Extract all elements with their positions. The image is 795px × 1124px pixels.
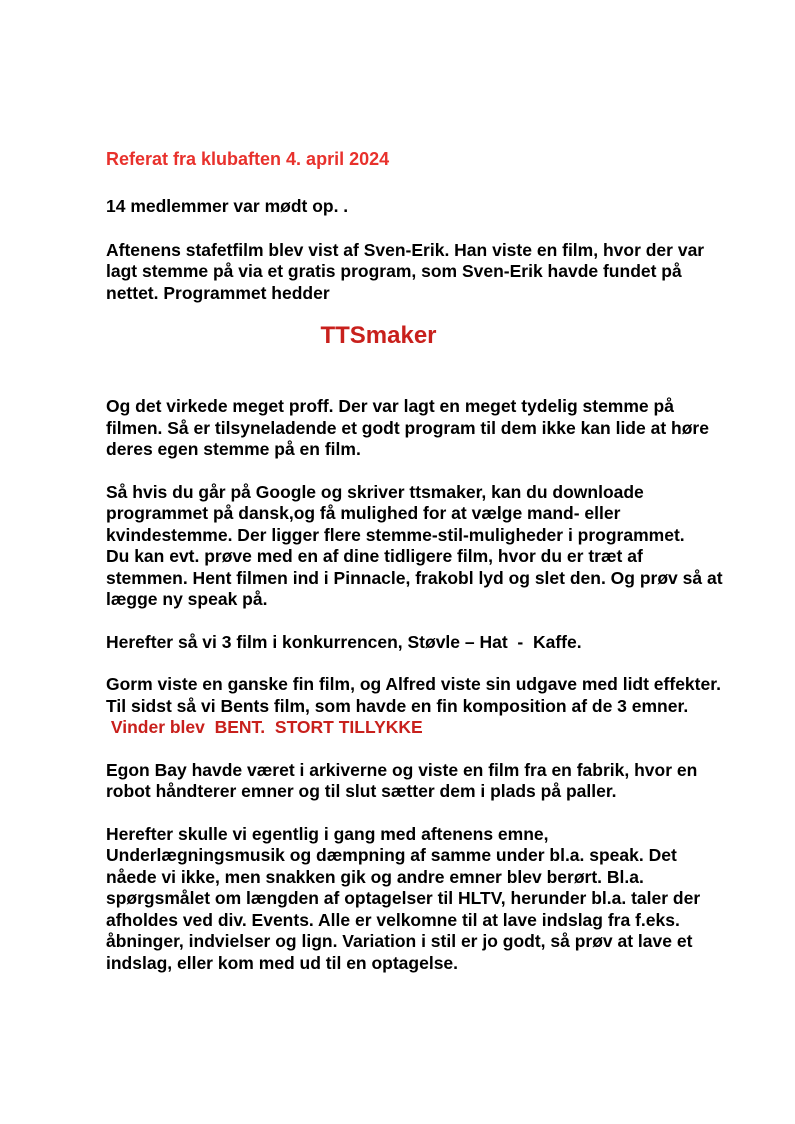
spacer: [106, 803, 746, 824]
competition-paragraph: Herefter så vi 3 film i konkurrencen, Støvle – Hat - Kaffe.: [106, 631, 582, 652]
spacer: [106, 611, 746, 632]
program-review-paragraph: Og det virkede meget proff. Der var lagt en meget tydelig stemme på filmen. Så er tilsyneladende et godt program til dem ikke kan lide at høre deres egen stemme på en film.: [106, 396, 709, 459]
stafetfilm-paragraph: Aftenens stafetfilm blev vist af Sven-Erik. Han viste en film, hvor der var lagt stemme på via et gratis program, som Sven-Erik havde fundet på nettet. Programmet hedder: [106, 239, 705, 303]
download-paragraph: Så hvis du går på Google og skriver ttsmaker, kan du downloade programmet på dansk,og få mulighed for at vælge mand- eller kvindestemme. Der ligger flere stemme-stil-muligheder i programmet.: [106, 481, 685, 545]
winner-announcement: Vinder blev BENT. STORT TILLYKKE: [106, 717, 423, 737]
spacer: [106, 304, 746, 322]
spacer: [106, 653, 746, 674]
spacer: [106, 461, 746, 482]
document-page: [106, 148, 746, 974]
program-name-heading: TTSmaker: [320, 322, 437, 349]
archive-film-paragraph: Egon Bay havde været i arkiverne og viste en film fra en fabrik, hvor en robot håndterer emner og til slut sætter dem i plads på paller.: [106, 759, 698, 801]
spacer: [106, 350, 746, 396]
spacer: [106, 170, 746, 196]
spacer: [106, 218, 746, 240]
evening-topic-paragraph: Herefter skulle vi egentlig i gang med aftenens emne, Underlægningsmusik og dæmpning af samme under bl.a. speak. Det nåede vi ikke, men snakken gik og andre emner blev berørt. Bl.a. spørgsmålet om længden af optagelser til HLTV, herunder bl.a. taler der afholdes ved div. Events. Alle er velkomne til at lave indslag fra f.eks. åbninger, indvielser og lign. Variation i stil er jo godt, så prøv at lave et indslag, eller kom med ud til en optagelse.: [106, 823, 701, 973]
document-title: Referat fra klubaften 4. april 2024: [106, 149, 390, 169]
tip-paragraph: Du kan evt. prøve med en af dine tidligere film, hvor du er træt af stemmen. Hent filmen ind i Pinnacle, frakobl lyd og slet den. Og prøv så at lægge ny speak på.: [106, 546, 723, 609]
spacer: [106, 739, 746, 760]
attendance-paragraph: 14 medlemmer var mødt op. .: [106, 196, 349, 216]
films-paragraph: Gorm viste en ganske fin film, og Alfred viste sin udgave med lidt effekter. Til sidst så vi Bents film, som havde en fin komposition af de 3 emner.: [106, 674, 721, 716]
